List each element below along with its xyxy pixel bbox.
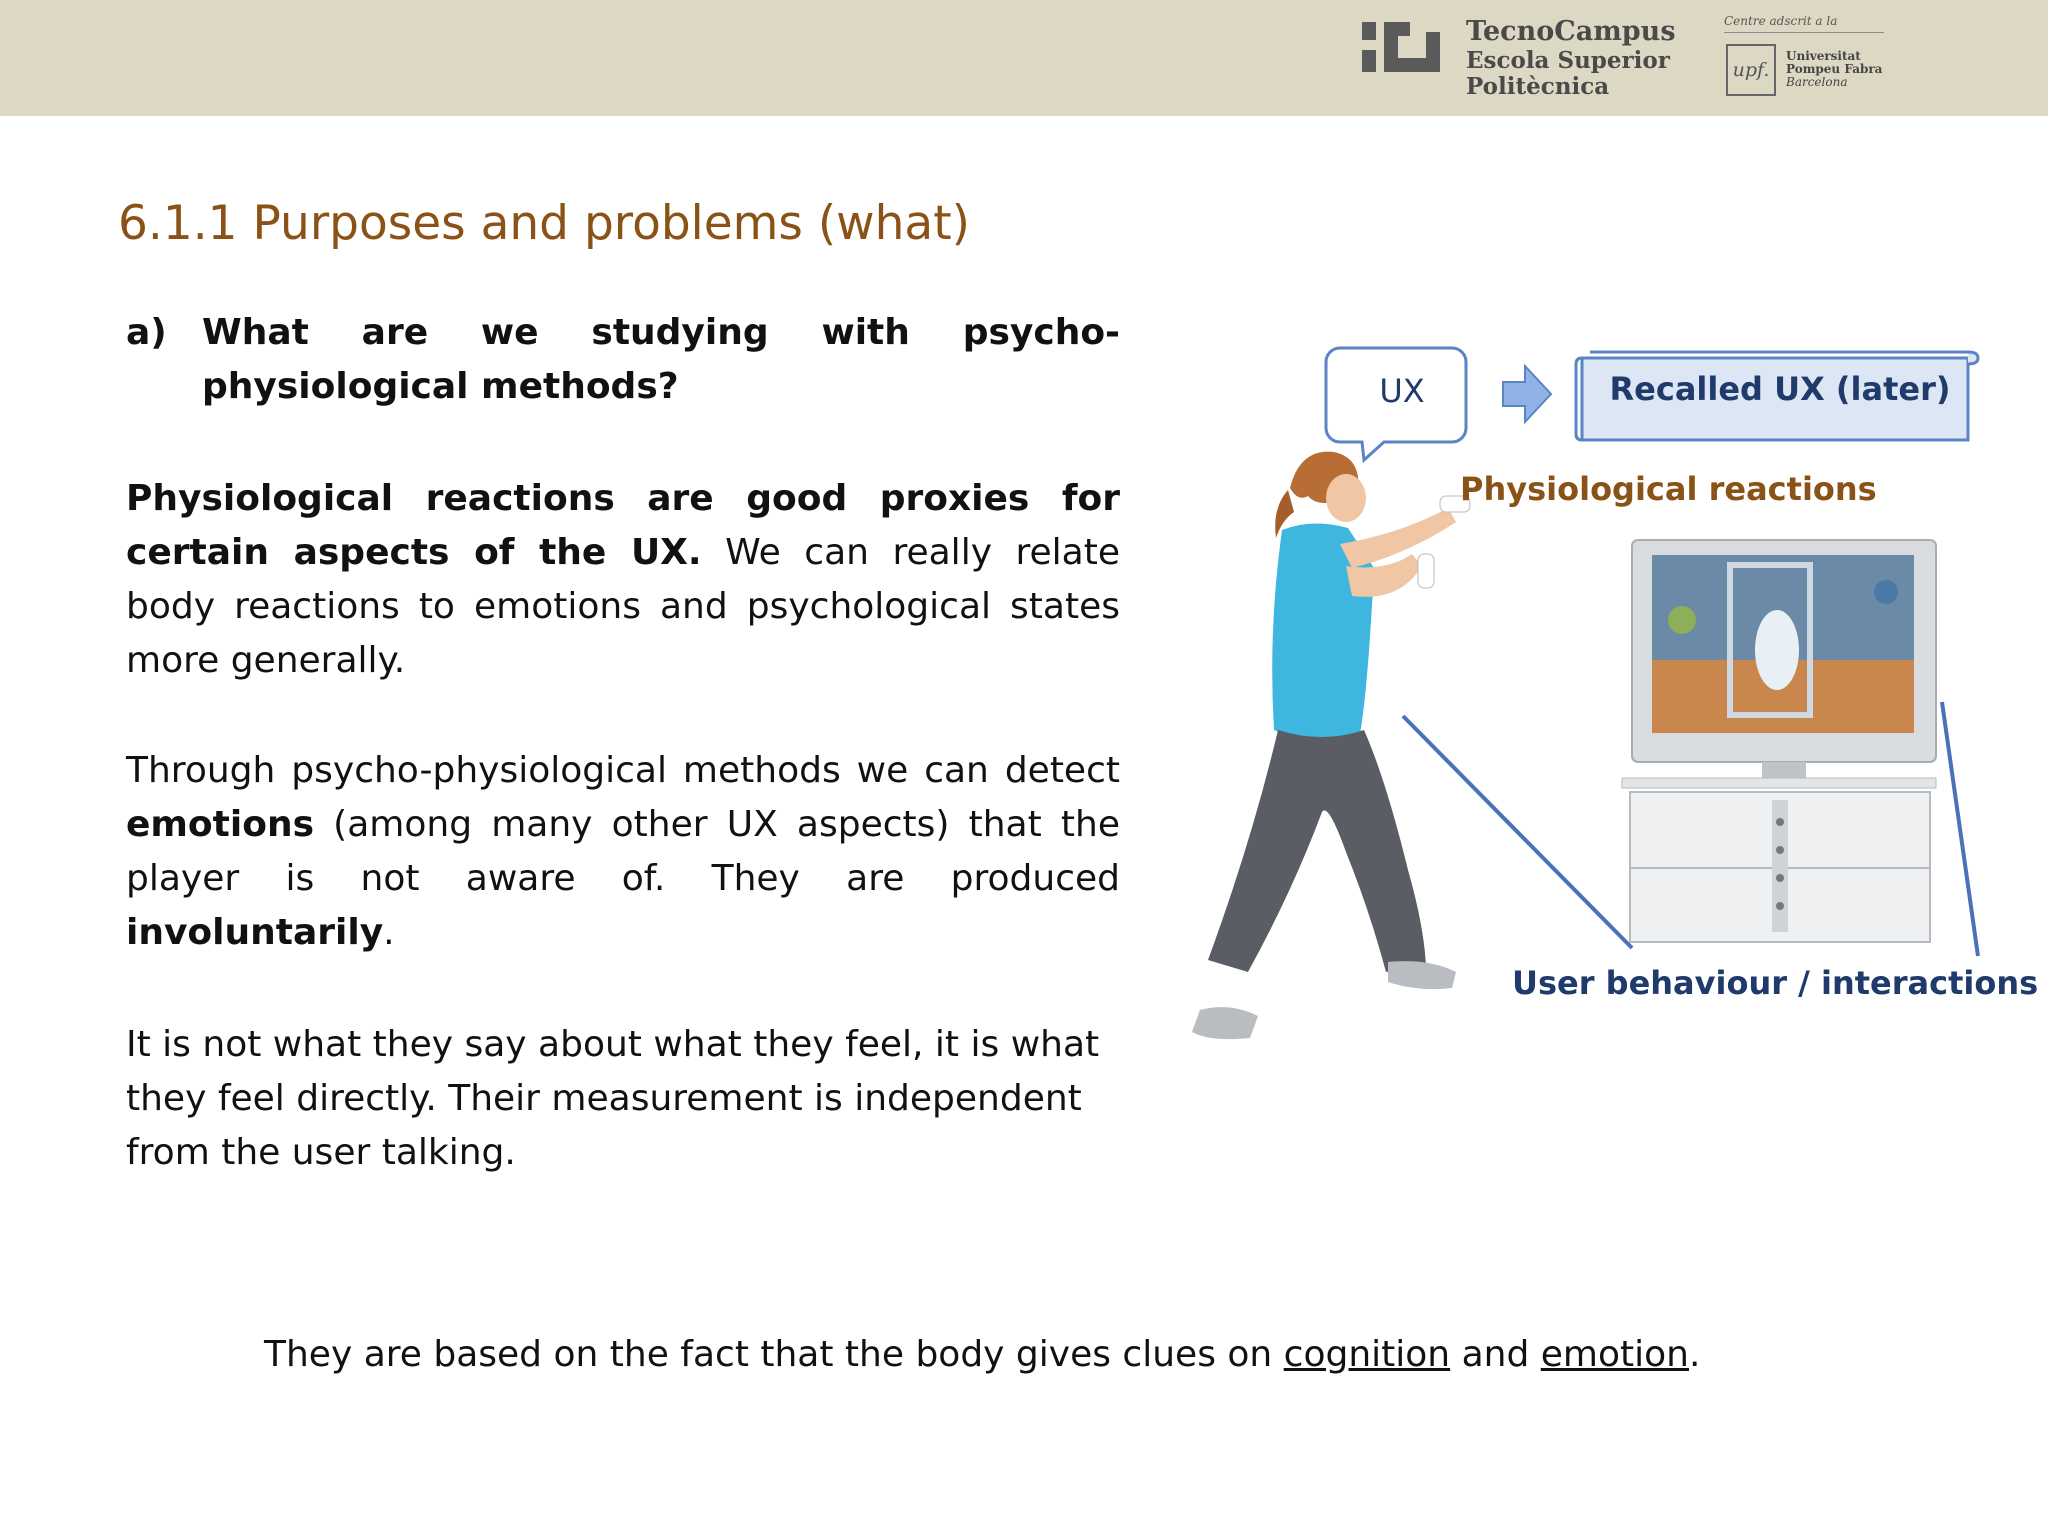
behaviour-line-left (1403, 716, 1632, 948)
footer-b: and (1450, 1334, 1541, 1375)
question-label: a) (126, 312, 167, 353)
paragraph-emotions-a: Through psycho-physiological methods we can detect (126, 750, 1120, 791)
footer-a: They are based on the fact that the body gives clues on (264, 1334, 1284, 1375)
slide-title: 6.1.1 Purposes and problems (what) (118, 196, 970, 251)
paragraph-emotions (126, 744, 1120, 960)
ux-label: UX (1379, 372, 1425, 410)
paragraph-emotions-c: . (383, 912, 395, 953)
tecnocampus-logo-icon (1358, 18, 1448, 78)
paragraph-proxies (126, 472, 1120, 688)
school-line-2: Escola Superior (1466, 47, 1670, 74)
school-line-3: Politècnica (1466, 73, 1610, 100)
upf-line-3: Barcelona (1786, 75, 1848, 89)
paragraph-emotions-b: (among many other UX aspects) that the player is not aware of. They are produced (126, 804, 1120, 899)
physiological-reactions-label: Physiological reactions (1460, 470, 1877, 508)
paragraph-measurement: It is not what they say about what they feel, it is what they feel directly. Their measurement is independent from the user talking. (126, 1024, 1100, 1173)
footer-c: . (1688, 1334, 1701, 1375)
question-text: What are we studying with psycho-physiological methods? (202, 312, 1120, 407)
school-line-1: TecnoCampus (1466, 16, 1676, 47)
tecnocampus-name (1466, 16, 1686, 100)
involuntarily-bold: involuntarily (126, 912, 384, 953)
paragraph-proxies-rest: We can really relate body reactions to emotions and psychological states more generally. (126, 532, 1120, 681)
emotion-underlined: emotion (1540, 1334, 1689, 1375)
cognition-underlined: cognition (1283, 1334, 1451, 1375)
emotions-bold: emotions (126, 804, 314, 845)
tv-console-icon (1622, 540, 1936, 942)
upf-logo: upf. (1726, 44, 1776, 96)
recalled-ux-label: Recalled UX (later) (1609, 370, 1951, 408)
header-bar (0, 0, 2048, 116)
upf-line-1: Universitat (1786, 49, 1861, 63)
upf-line-2: Pompeu Fabra (1786, 62, 1883, 76)
footer-statement (264, 1328, 1764, 1382)
upf-caption: Centre adscrit a la (1724, 14, 1884, 33)
player-figure-icon (1192, 452, 1470, 1040)
paragraph-proxies-bold: Physiological reactions are good proxies for certain aspects of the UX. (126, 478, 1120, 573)
upf-name (1786, 50, 1896, 89)
arrow-right-icon (1503, 366, 1551, 422)
user-behaviour-label: User behaviour / interactions (1512, 964, 2039, 1002)
behaviour-line-right (1942, 702, 1978, 956)
